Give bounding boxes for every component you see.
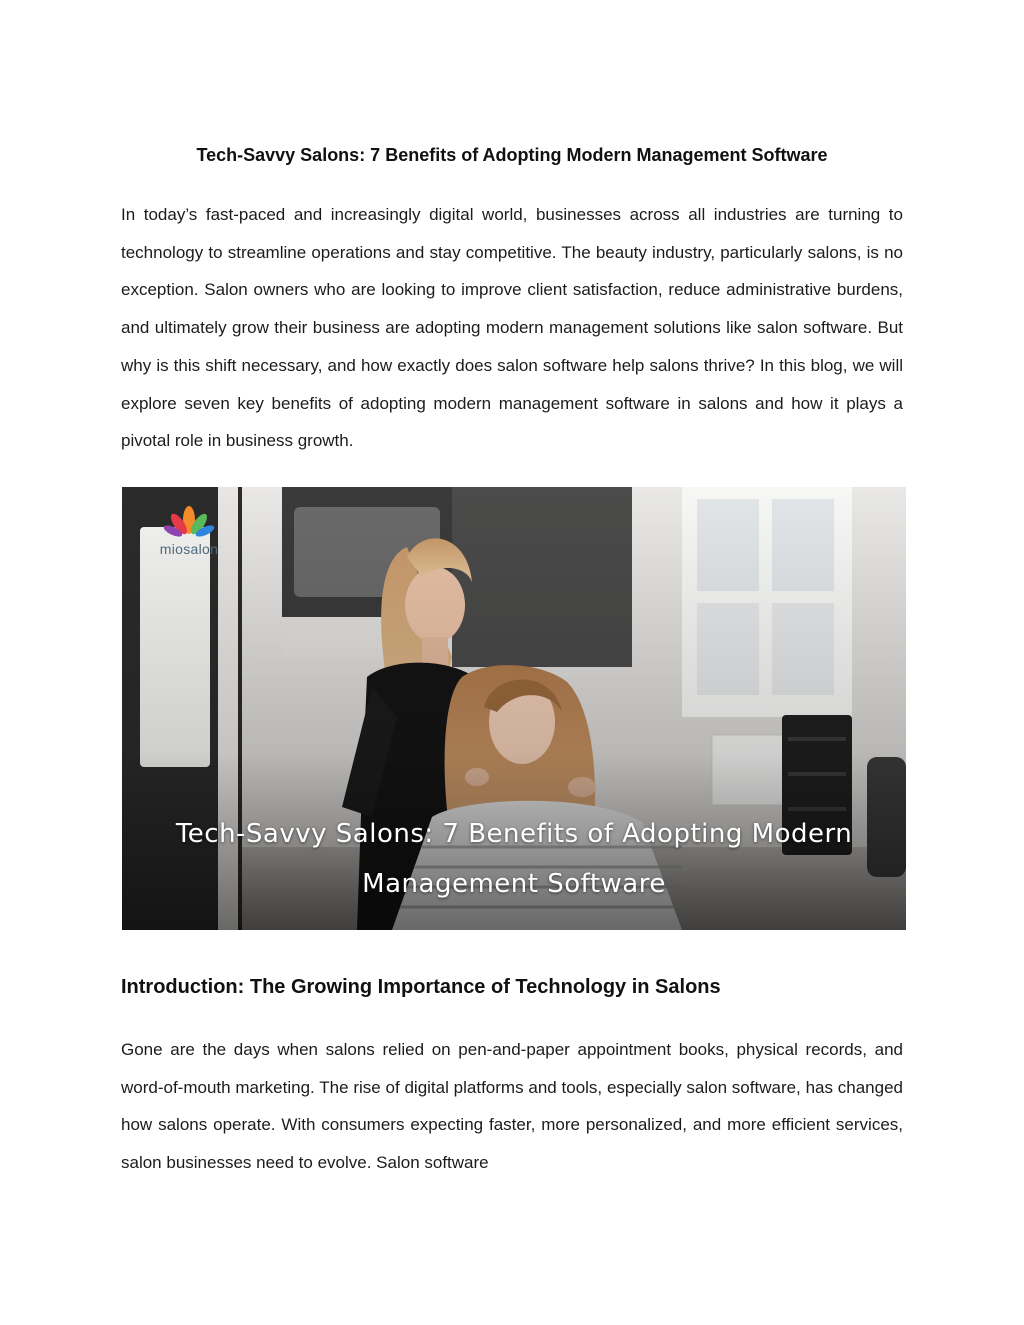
lotus-icon (146, 502, 232, 542)
hero-image (122, 487, 906, 930)
miosalon-logo (146, 502, 232, 557)
section-heading: Introduction: The Growing Importance of Technology in Salons (121, 976, 721, 998)
intro-paragraph: In today’s fast-paced and increasingly digital world, businesses across all industries are turning to technology to streamline operations and stay competitive. The beauty industry, particularly salons, is no exception. Salon owners who are looking to improve client satisfaction, reduce administrative burdens, and ultimately grow their business are adopting modern management solutions like salon software. But why is this shift necessary, and how exactly does salon software help salons thrive? In this blog, we will explore seven key benefits of adopting modern management software in salons and how it plays a pivotal role in business growth. (121, 205, 903, 451)
hero-caption-line-1: Tech-Savvy Salons: 7 Benefits of Adopting Modern (175, 819, 853, 849)
logo-text: miosalon (159, 541, 219, 557)
section-paragraph: Gone are the days when salons relied on pen-and-paper appointment books, physical records, and word-of-mouth marketing. The rise of digital platforms and tools, especially salon software, has changed how salons operate. With consumers expecting faster, more personalized, and more efficient services, salon businesses need to evolve. Salon software (121, 1040, 903, 1173)
document-title: Tech-Savvy Salons: 7 Benefits of Adopting Modern Management Software (196, 145, 828, 165)
hero-caption-line-2: Management Software (362, 869, 666, 899)
